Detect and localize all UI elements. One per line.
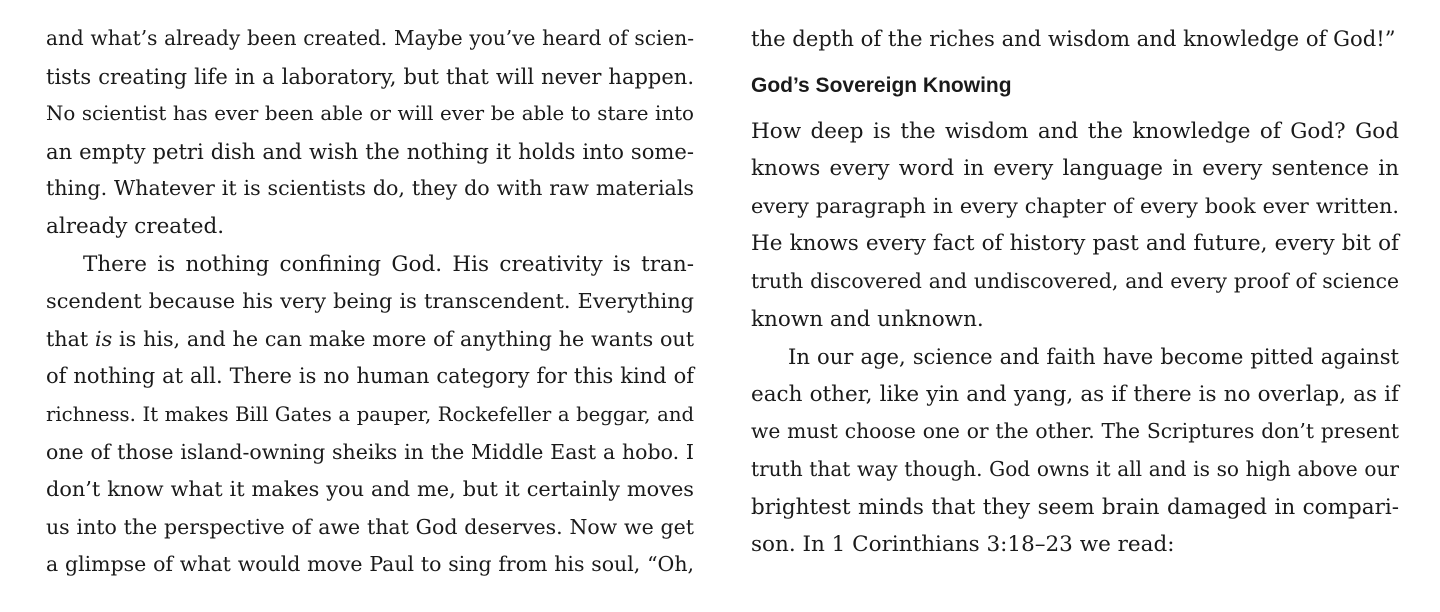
text-line: knows every word in every language in every sentence in [751, 156, 1399, 182]
left-column [46, 20, 694, 584]
text-line: an empty petri dish and wish the nothing it holds into some- [46, 138, 694, 164]
text-fragment: is his, and he can make more of anything he wants out [119, 326, 694, 351]
text-line: How deep is the wisdom and the knowledge of God? God [751, 118, 1399, 144]
text-line: There is nothing confining God. His creativity is tran- [83, 251, 694, 277]
text-line: each other, like yin and yang, as if there is no overlap, as if [751, 381, 1399, 407]
text-line: He knows every fact of history past and future, every bit of [751, 231, 1399, 257]
paragraph-nothing-confining-god [46, 246, 694, 584]
text-line: scendent because his very being is transcendent. Everything [46, 289, 694, 314]
paragraph-science-and-faith [751, 338, 1399, 564]
text-line: the depth of the riches and wisdom and knowledge of God!” [751, 26, 1396, 51]
text-line: don’t know what it makes you and me, but it certainly moves [46, 477, 694, 502]
text-line: we must choose one or the other. The Scriptures don’t present [751, 419, 1399, 444]
text-line-with-emphasis [46, 321, 694, 359]
text-line: already created. [46, 213, 225, 239]
emphasis-is: is [95, 326, 113, 351]
text-line: son. In 1 Corinthians 3:18–23 we read: [751, 532, 1175, 558]
text-line: tists creating life in a laboratory, but that will never happen. [46, 63, 694, 89]
text-line: truth discovered and undiscovered, and every proof of science [751, 268, 1399, 293]
text-line: richness. It makes Bill Gates a pauper, Rockefeller a beggar, and [46, 402, 694, 426]
text-line: known and unknown. [751, 306, 984, 332]
section-heading: God’s Sovereign Knowing [751, 73, 1012, 97]
text-line: thing. Whatever it is scientists do, they do with raw materials [46, 176, 694, 201]
text-line: one of those island-owning sheiks in the Middle East a hobo. I [46, 439, 694, 464]
text-line: us into the perspective of awe that God deserves. Now we get [46, 514, 694, 539]
text-fragment: that [46, 326, 89, 351]
text-line: and what’s already been created. Maybe you’ve heard of scien- [46, 26, 694, 50]
text-line: No scientist has ever been able or will ever be able to stare into [46, 102, 694, 126]
text-line: In our age, science and faith have become pitted against [788, 344, 1399, 370]
paragraph-depth-of-wisdom [751, 113, 1399, 339]
text-line: truth that way though. God owns it all and is so high above our [751, 456, 1399, 481]
right-column [751, 20, 1399, 564]
text-line: every paragraph in every chapter of every book ever written. [751, 193, 1399, 218]
text-line: a glimpse of what would move Paul to sing from his soul, “Oh, [46, 552, 694, 577]
paragraph-quote-continued [751, 20, 1399, 58]
text-line: of nothing at all. There is no human category for this kind of [46, 364, 694, 389]
paragraph-creation-continued [46, 20, 694, 246]
text-line: brightest minds that they seem brain damaged in compari- [751, 494, 1399, 520]
